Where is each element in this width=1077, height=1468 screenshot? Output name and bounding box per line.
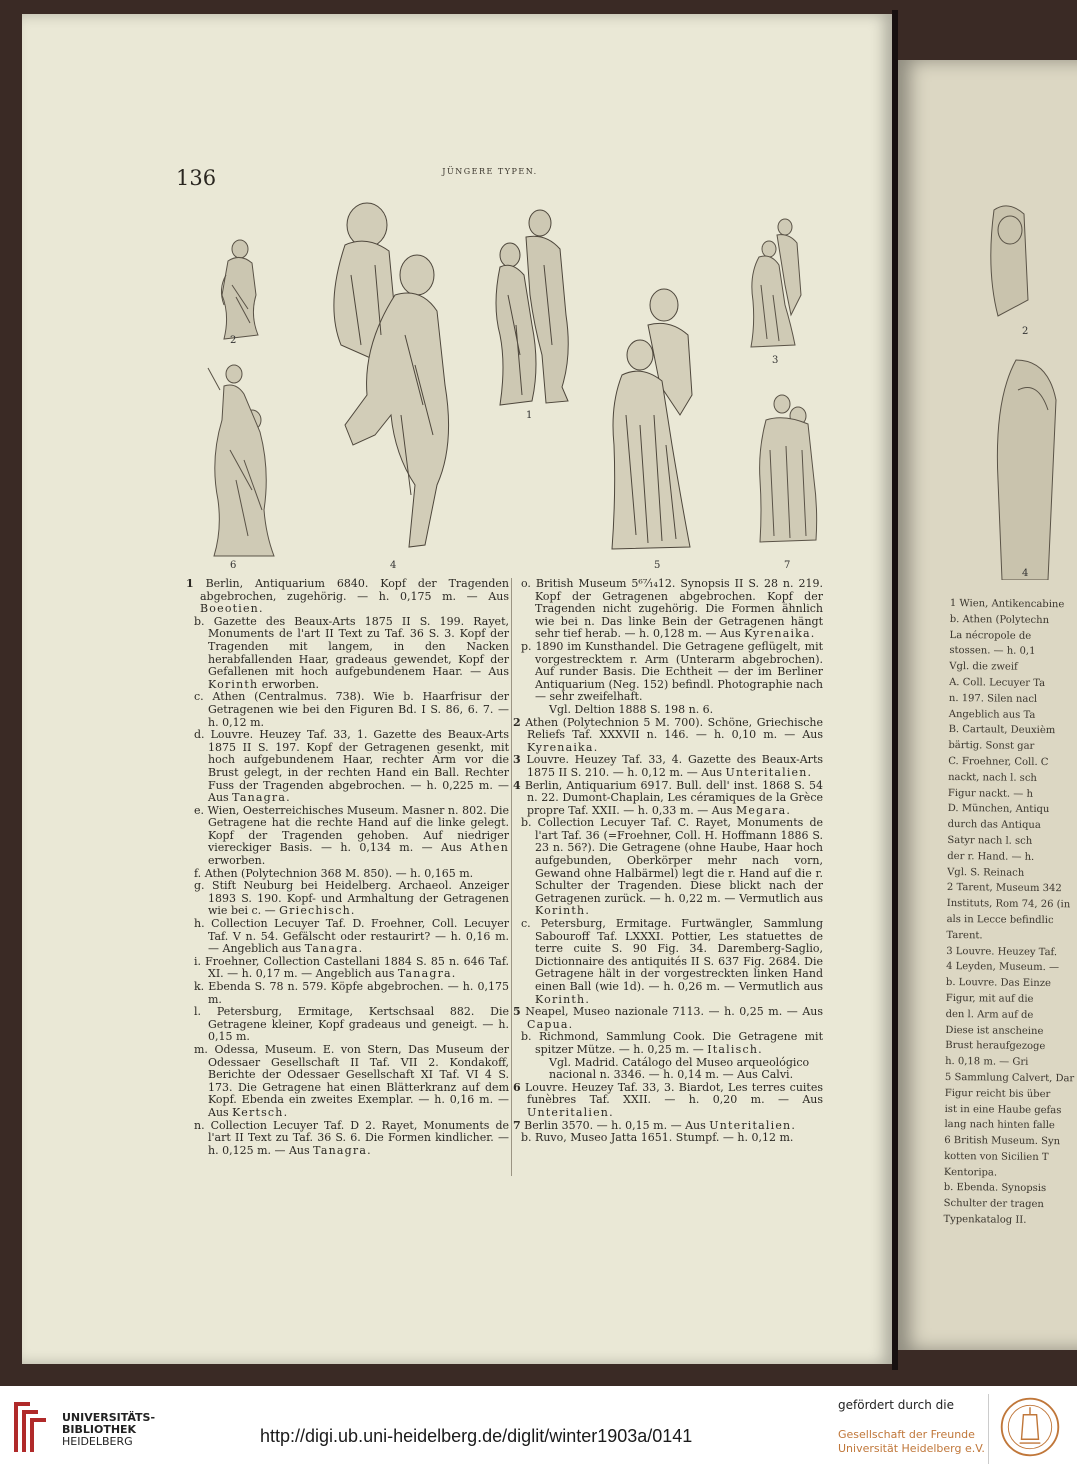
catalog-entry: o. British Museum 5⁶⁷⁄₁₄12. Synopsis II S. 28 n. 219. Kopf der Getragenen abgebrochen. Kopf der Tragenden nicht zugehörig. Die Formen ähnlich wie bei n. Das linke Bein der Getragenen hängt sehr tief herab. — h. 0,128 m. — Aus Kyrenaika.	[521, 577, 823, 641]
facing-page-line: Brust heraufgezoge	[945, 1040, 1046, 1053]
catalog-entry: b. Richmond, Sammlung Cook. Die Getragene mit spitzer Mütze. — h. 0,25 m. — Italisch.	[521, 1030, 823, 1056]
catalog-entry: b. Gazette des Beaux-Arts 1875 II S. 199. Rayet, Monuments de l'art II Text zu Taf. 36 S. 3. Kopf der Tragenden mit langem, in den Nacken herabfallenden Haar, gradeaus gewendet, Kopf der Gefallenen mit hoch aufgebundenem Haar. — Aus Korinth erworben.	[194, 614, 509, 691]
university-library-name: UNIVERSITÄTS- BIBLIOTHEK HEIDELBERG	[62, 1411, 156, 1448]
text-column-left	[186, 578, 509, 1157]
catalog-entry: 7 Berlin 3570. — h. 0,15 m. — Aus Unteritalien.	[513, 1118, 795, 1132]
catalog-entry: k. Ebenda S. 78 n. 579. Köpfe abgebrochen. — h. 0,175 m.	[194, 980, 510, 1006]
facing-page-line: lang nach hinten falle	[944, 1119, 1055, 1132]
facing-page-line: B. Cartault, Deuxièm	[948, 724, 1056, 737]
book-page	[22, 14, 892, 1364]
catalog-note: Vgl. Madrid. Catálogo del Museo arqueológico nacional n. 3346. — h. 0,14 m. — Aus Calvi.	[549, 1055, 810, 1082]
page-number: 136	[176, 166, 217, 190]
figurine-7	[752, 390, 822, 550]
facing-page-line: als in Lecce befindlic	[946, 913, 1054, 927]
catalog-entry: 6 Louvre. Heuzey Taf. 33, 3. Biardot, Les terres cuites funèbres Taf. XXII. — h. 0,20 m. — Aus Unteritalien.	[513, 1080, 824, 1119]
document-url[interactable]: http://digi.ub.uni-heidelberg.de/diglit/winter1903a/0141	[260, 1426, 693, 1446]
facing-page-text	[943, 596, 1077, 1229]
facing-page-line: Vgl. S. Reinach	[947, 866, 1025, 879]
figure-label-4: 4	[390, 560, 397, 571]
catalog-entry: c. Athen (Centralmus. 738). Wie b. Haarfrisur der Getragenen wie bei den Figuren Bd. I S. 86, 6. 7. — h. 0,12 m.	[194, 690, 509, 729]
facing-page-line: b. Louvre. Das Einze	[945, 977, 1051, 990]
catalog-entry: b. Collection Lecuyer Taf. C. Rayet, Monuments de l'art Taf. 36 (=Froehner, Coll. H. Hoffmann 1886 S. 23 n. 56?). Die Getragene (ohne Haube, Haar hoch aufgebunden, Oberkörper mehr nach vorn, Gewand ohne Halbärmel) legt die r. Hand auf die r. Schulter der Tragenden. Diese blickt nach der Getragenen zurück. — h. 0,22 m. — Vermutlich aus Korinth.	[521, 816, 823, 918]
facing-page-line: Figur, mit auf die	[945, 992, 1034, 1005]
facing-page-line: Instituts, Rom 74, 26 (in	[946, 898, 1071, 911]
facing-figure-label-2: 2	[1022, 326, 1029, 337]
facing-page	[898, 60, 1077, 1350]
facing-page-line: h. 0,18 m. — Gri	[945, 1056, 1029, 1068]
catalog-note: Vgl. Deltion 1888 S. 198 n. 6.	[549, 702, 714, 716]
figure-label-6: 6	[230, 560, 237, 571]
figurine-6	[200, 360, 280, 560]
figurine-5	[600, 285, 710, 555]
figure-plates	[190, 195, 830, 585]
facing-page-line: ist in eine Haube gefas	[944, 1103, 1062, 1116]
facing-page-line: C. Froehner, Coll. C	[948, 755, 1049, 769]
facing-page-line: b. Ebenda. Synopsis	[943, 1182, 1047, 1195]
facing-page-line: Vgl. die zweif	[949, 661, 1018, 673]
figurine-3	[745, 215, 805, 350]
facing-page-line: 5 Sammlung Calvert, Dar	[944, 1071, 1075, 1085]
university-seal-icon	[988, 1394, 1069, 1464]
facing-page-line: 1 Wien, Antikencabine	[949, 597, 1065, 611]
catalog-entry: 1 Berlin, Antiquarium 6840. Kopf der Tragenden abgebrochen, zugehörig. — h. 0,175 m. — Aus Boeotien.	[186, 577, 510, 616]
facing-page-line: n. 197. Silen nacl	[948, 692, 1038, 705]
facing-page-line: Satyr nach l. sch	[947, 834, 1033, 847]
facing-page-line: D. München, Antiqu	[947, 803, 1050, 816]
facing-page-line: durch das Antiqua	[947, 819, 1041, 832]
facing-page-line: stossen. — h. 0,1	[949, 645, 1036, 658]
viewer-footer	[0, 1386, 1077, 1468]
catalog-entry: f. Athen (Polytechnion 368 M. 850). — h. 0,165 m.	[194, 866, 474, 880]
facing-page-line: Schulter der tragen	[943, 1198, 1044, 1211]
running-head: JÜNGERE TYPEN.	[442, 167, 538, 176]
facing-page-line: 2 Tarent, Museum 342	[946, 882, 1062, 895]
catalog-entry: b. Ruvo, Museo Jatta 1651. Stumpf. — h. 0,12 m.	[521, 1131, 794, 1145]
catalog-entry: 3 Louvre. Heuzey Taf. 33, 4. Gazette des Beaux-Arts 1875 II S. 210. — h. 0,12 m. — Aus Unteritalien.	[513, 753, 824, 779]
catalog-entry: m. Odessa, Museum. E. von Stern, Das Museum der Odessaer Gesellschaft II Taf. VII 2. Kondakoff, Berichte der Odessaer Gesellschaft XI Taf. VI 4 S. 173. Die Getragene hat einen Blätterkranz auf dem Kopf. Ebenda ein zweites Exemplar. — h. 0,16 m. — Aus Kertsch.	[194, 1042, 510, 1119]
facing-figure-label-4: 4	[1022, 568, 1029, 579]
catalog-entry: 4 Berlin, Antiquarium 6917. Bull. dell' inst. 1868 S. 54 n. 22. Dumont-Chaplain, Les céramiques de la Grèce propre Taf. XXII. — h. 0,33 m. — Aus Megara.	[513, 778, 824, 817]
facing-page-line: kotten von Sicilien T	[944, 1150, 1049, 1163]
facing-page-line: 4 Leyden, Museum. —	[946, 961, 1060, 974]
column-divider	[511, 578, 512, 1176]
text-column-right	[513, 578, 823, 1145]
facing-page-figures	[898, 60, 1077, 580]
catalog-entry: c. Petersburg, Ermitage. Furtwängler, Sammlung Sabouroff Taf. LXXXI. Pottier, Les statuettes de terre cuite S. 90 Fig. 34. Daremberg-Saglio, Dictionnaire des antiquités II S. 637 Fig. 2684. Die Getragene hält in der vorgestreckten linken Hand einen Ball (wie 1d). — h. 0,26 m. — Vermutlich aus Korinth.	[521, 917, 824, 1006]
facing-page-line: b. Athen (Polytechn	[949, 613, 1050, 626]
facing-page-line: Figur nackt. — h	[947, 787, 1033, 800]
sponsor-prefix: gefördert durch die	[838, 1398, 954, 1412]
facing-page-line: Typenkatalog II.	[943, 1214, 1027, 1226]
figurine-2	[210, 235, 266, 345]
facing-page-line: La nécropole de	[949, 629, 1032, 642]
catalog-entry: l. Petersburg, Ermitage, Kertschsaal 882. Die Getragene kleiner, Kopf gradeaus und geneigt. — h. 0,15 m.	[194, 1005, 510, 1044]
catalog-entry: d. Louvre. Heuzey Taf. 33, 1. Gazette des Beaux-Arts 1875 II S. 197. Kopf der Getragenen gesenkt, mit hoch aufgebundenem Haar, rechter Arm vor die Brust gelegt, in der rechten Hand ein Ball. Rechter Fuss der Tragenden abgebrochen. — h. 0,225 m. — Aus Tanagra.	[194, 728, 509, 805]
facing-page-line: nackt, nach l. sch	[948, 771, 1037, 784]
figure-label-5: 5	[654, 560, 661, 571]
facing-page-line: Kentoripa.	[943, 1166, 998, 1179]
catalog-entry: i. Froehner, Collection Castellani 1884 S. 85 n. 646 Taf. XI. — h. 0,17 m. — Angeblich aus Tanagra.	[194, 954, 509, 981]
catalog-entry: n. Collection Lecuyer Taf. D 2. Rayet, Monuments de l'art II Text zu Taf. 36 S. 6. Die Formen kindlicher. — h. 0,125 m. — Aus Tanagra.	[194, 1118, 510, 1157]
facing-page-line: 3 Louvre. Heuzey Taf.	[946, 945, 1058, 958]
figure-label-1: 1	[526, 410, 533, 421]
catalog-entry: p. 1890 im Kunsthandel. Die Getragene geflügelt, mit vorgestrecktem r. Arm (Unterarm abgebrochen). Auf runder Basis. Die Echtheit — der im Berliner Antiquarium (Neg. 152) befindl. Photographie nach — sehr zweifelhaft.	[521, 639, 824, 704]
figure-label-2: 2	[230, 335, 237, 346]
catalog-entry: h. Collection Lecuyer Taf. D. Froehner, Coll. Lecuyer Taf. V n. 54. Gefälscht oder restaurirt? — h. 0,16 m. — Angeblich aus Tanagra.	[194, 917, 510, 956]
facing-page-line: Diese ist anscheine	[945, 1024, 1044, 1037]
sponsor-name[interactable]: Gesellschaft der Freunde Universität Heidelberg e.V.	[838, 1428, 985, 1455]
figurine-1	[480, 205, 590, 410]
facing-page-line: bärtig. Sonst gar	[948, 740, 1035, 753]
facing-page-line: A. Coll. Lecuyer Ta	[949, 676, 1046, 689]
facing-page-line: Figur reicht bis über	[944, 1087, 1051, 1100]
catalog-entry: 5 Neapel, Museo nazionale 7113. — h. 0,25 m. — Aus Capua.	[513, 1005, 823, 1031]
facing-page-line: Angeblich aus Ta	[948, 708, 1036, 721]
facing-page-line: 6 British Museum. Syn	[944, 1135, 1061, 1148]
facing-page-line: der r. Hand. — h.	[947, 850, 1035, 863]
figure-label-3: 3	[772, 355, 779, 366]
facing-page-line: den l. Arm auf de	[945, 1008, 1034, 1021]
figurine-4	[305, 195, 475, 560]
figure-label-7: 7	[784, 560, 791, 571]
catalog-entry: g. Stift Neuburg bei Heidelberg. Archaeol. Anzeiger 1893 S. 190. Kopf- und Armhaltung der Getragenen wie bei c. — Griechisch.	[194, 879, 510, 918]
facing-page-line: Tarent.	[946, 929, 983, 942]
university-library-logo[interactable]	[10, 1398, 54, 1458]
catalog-entry: e. Wien, Oesterreichisches Museum. Masner n. 802. Die Getragene hat die rechte Hand auf die linke gelegt. Kopf der Tragenden gehoben. Auf niedriger viereckiger Basis. — h. 0,134 m. — Aus Athen erworben.	[194, 803, 509, 868]
catalog-entry: 2 Athen (Polytechnion 5 M. 700). Schöne, Griechische Reliefs Taf. XXXVII n. 146. — h. 0,10 m. — Aus Kyrenaika.	[513, 715, 823, 754]
